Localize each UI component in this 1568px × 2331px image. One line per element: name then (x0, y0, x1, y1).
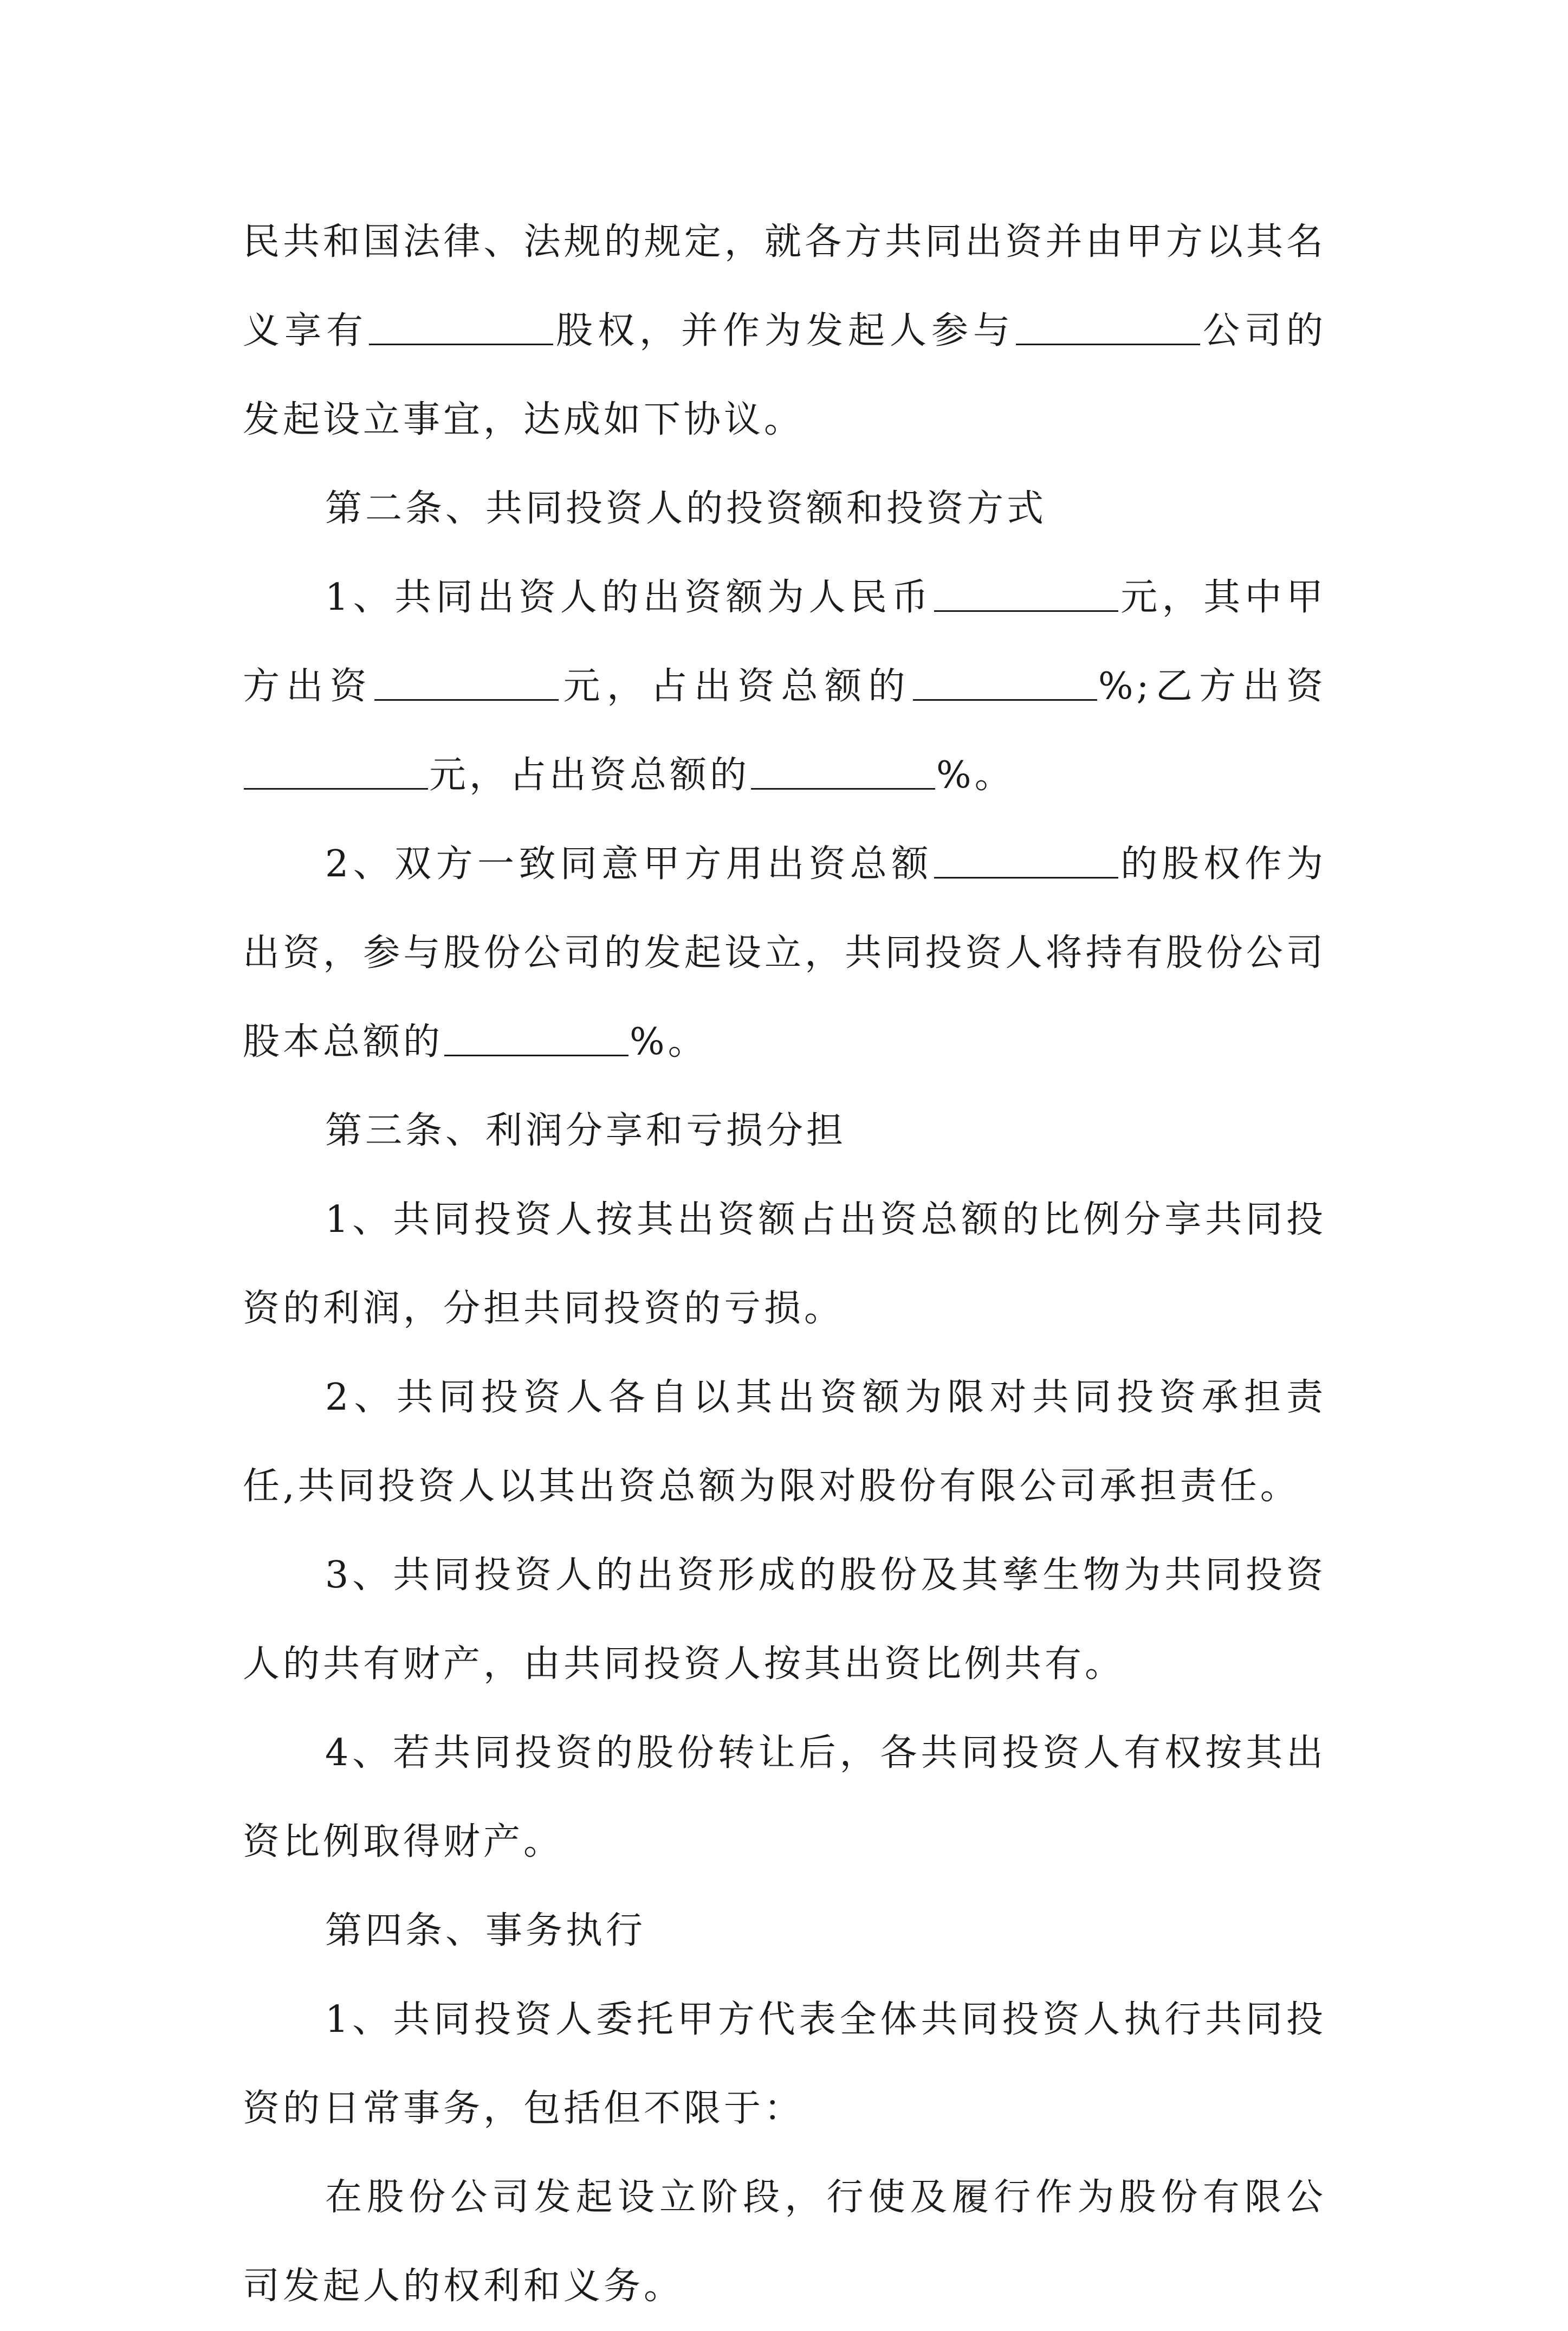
article-2-heading (243, 464, 1326, 553)
text-segment: 元，其中甲方出资 (243, 576, 1326, 708)
fill-in-blank[interactable] (913, 667, 1097, 701)
article-2-clause-2 (243, 820, 1326, 1087)
fill-in-blank[interactable] (751, 756, 935, 790)
fill-in-blank[interactable] (934, 578, 1118, 612)
text-segment: 第四条、事务执行 (325, 1909, 646, 1952)
fill-in-blank[interactable] (444, 1022, 629, 1056)
text-segment: %。 (936, 754, 1015, 797)
document-page (243, 198, 1326, 2331)
fill-in-blank[interactable] (1016, 311, 1200, 345)
text-segment: 的股权作为出资，参与股份公司的发起设立，共同投资人将持有股份公司股本总额的 (243, 843, 1326, 1063)
fill-in-blank[interactable] (369, 311, 553, 345)
text-segment: 4、若共同投资的股份转让后，各共同投资人有权按其出资比例取得财产。 (243, 1732, 1326, 1863)
paragraph-preamble (243, 198, 1326, 464)
article-3-heading (243, 1087, 1326, 1176)
article-4-heading (243, 1887, 1326, 1975)
text-segment: 第三条、利润分享和亏损分担 (325, 1109, 847, 1152)
fill-in-blank[interactable] (244, 756, 428, 790)
article-3-clause-3 (243, 1531, 1326, 1709)
text-segment: %;乙方出资 (1098, 665, 1326, 708)
text-segment: 1、共同投资人按其出资额占出资总额的比例分享共同投资的利润，分担共同投资的亏损。 (243, 1198, 1326, 1330)
text-segment: 公司的发起设立事宜，达成如下协议。 (243, 309, 1326, 441)
text-segment: 元，占出资总额的 (560, 665, 912, 708)
article-4-clause-1-detail (243, 2153, 1326, 2331)
article-3-clause-2 (243, 1353, 1326, 1531)
text-segment: 第二条、共同投资人的投资额和投资方式 (325, 487, 1047, 530)
fill-in-blank[interactable] (934, 844, 1118, 879)
text-segment: 1、共同投资人委托甲方代表全体共同投资人执行共同投资的日常事务，包括但不限于： (243, 1998, 1326, 2130)
text-segment: 民共和国法律、法规的规定，就各方共同出资并由甲方以其名义享有 (243, 221, 1326, 352)
article-4-clause-1 (243, 1975, 1326, 2153)
text-segment: 1、共同出资人的出资额为人民币 (325, 576, 933, 619)
text-segment: 2、双方一致同意甲方用出资总额 (325, 843, 933, 886)
text-segment: 股权，并作为发起人参与 (554, 309, 1015, 352)
text-segment: 在股份公司发起设立阶段，行使及履行作为股份有限公司发起人的权利和义务。 (243, 2176, 1326, 2308)
fill-in-blank[interactable] (374, 667, 559, 701)
article-3-clause-1 (243, 1176, 1326, 1353)
article-3-clause-4 (243, 1709, 1326, 1887)
text-segment: 元，占出资总额的 (429, 754, 750, 797)
text-segment: %。 (630, 1021, 708, 1063)
article-2-clause-1 (243, 553, 1326, 820)
text-segment: 2、共同投资人各自以其出资额为限对共同投资承担责任,共同投资人以其出资总额为限对股份有限公司承担责任。 (243, 1376, 1326, 1508)
text-segment: 3、共同投资人的出资形成的股份及其孳生物为共同投资人的共有财产，由共同投资人按其出资比例共有。 (243, 1554, 1326, 1686)
